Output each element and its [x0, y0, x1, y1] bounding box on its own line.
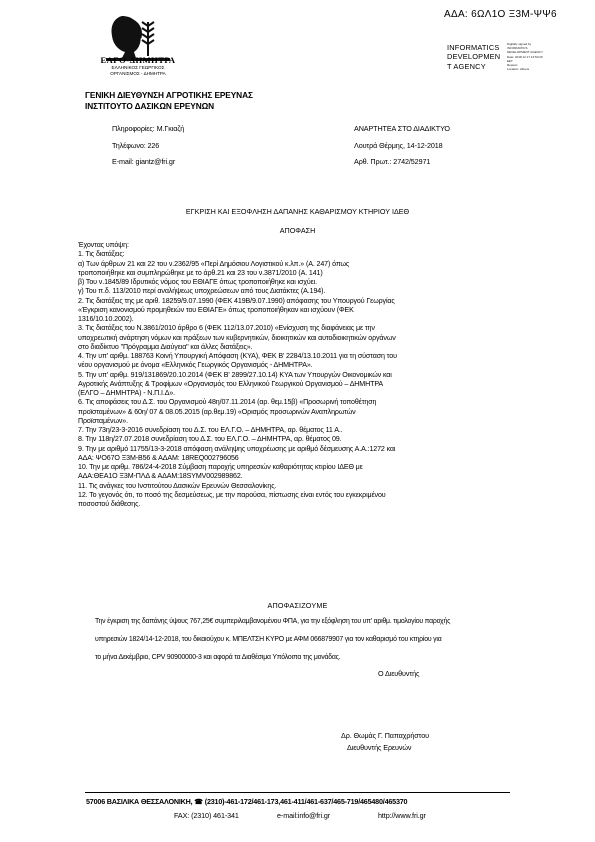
decision-line: το μήνα Δεκέμβριο, CPV 90900000-3 και αφορά τα Διαθέσιμα Υπόλοιπα της μονάδας. — [95, 654, 341, 661]
document-title: ΕΓΚΡΙΣΗ ΚΑΙ ΕΞΟΦΛΗΣΗ ΔΑΠΑΝΗΣ ΚΑΘΑΡΙΣΜΟΥ ΚΤΗΡΙΟΥ ΙΔΕΘ — [185, 207, 410, 216]
consideration-line: 11. Τις ανάγκες του Ινστιτούτου Δασικών Ερευνών Θεσσαλονίκης. — [78, 481, 277, 490]
signer-name — [447, 43, 500, 71]
header-line: ΙΝΣΤΙΤΟΥΤΟ ΔΑΣΙΚΩΝ ΕΡΕΥΝΩΝ — [85, 100, 215, 111]
footer-website[interactable]: http://www.fri.gr — [378, 811, 426, 820]
info-phone: Τηλέφωνο: 226 — [112, 141, 160, 150]
consideration-line: α) Των άρθρων 21 και 22 του ν.2362/95 «Περί Δημόσιου Λογιστικού κ.λπ.» (Α. 247) όπως — [78, 259, 350, 268]
consideration-line: Αγροτικής Ανάπτυξης & Τροφίμων «Οργανισμός του Ελληνικού Γεωργικού Οργανισμού – ΔΗΜΗΤΡΑ — [78, 379, 384, 388]
signature-name: Δρ. Θωμάς Γ. Παπαχρήστου — [341, 731, 429, 740]
logo-name: ΕΛΓΟ-ΔΗΜΗΤΡΑ — [100, 55, 176, 65]
consideration-line: 6. Τις αποφάσεις του Δ.Σ. του Οργανισμού 48η/07.11.2014 (αρ. θεμ.15β) «Προσωρινή τοποθέτηση — [78, 398, 377, 407]
consideration-line: ποσοστού διάθεσης. — [78, 500, 141, 508]
badge-line: EET — [507, 58, 513, 63]
badge-line: Location: Athens — [507, 67, 530, 72]
signer-line: INFORMATICS — [447, 43, 500, 52]
digital-signature-badge — [507, 42, 543, 78]
consideration-line: γ) Του π.δ. 113/2010 περί αναλήψεως υποχρεώσεων από τους Διατάκτες (Α.194). — [78, 287, 326, 296]
protocol-number: Αρθ. Πρωτ.: 2742/52971 — [354, 157, 431, 166]
consideration-line: β) Του ν.1845/89 Ιδρυτικός νόμος του ΕΘΙΑΓΕ όπως τροποποιήθηκε και ισχύει. — [78, 278, 317, 286]
footer-fax: FAX: (2310) 461-341 — [174, 811, 239, 820]
badge-line: Reason: — [507, 63, 519, 68]
footer-email[interactable]: e-mail:info@fri.gr — [277, 811, 331, 820]
header-line: ΓΕΝΙΚΗ ΔΙΕΥΘΥΝΣΗ ΑΓΡΟΤΙΚΗΣ ΕΡΕΥΝΑΣ — [85, 90, 253, 100]
logo-subtitle — [92, 65, 184, 76]
decision-heading: ΑΠΟΦΑΣΗ — [279, 226, 316, 235]
badge-line: INFORMATICS — [507, 46, 528, 51]
consideration-line: Προϊσταμένων». — [78, 416, 128, 425]
organization-header — [85, 90, 253, 111]
signature-title: Διευθυντής Ερευνών — [347, 743, 412, 752]
signer-line: T AGENCY — [447, 61, 486, 71]
posted-notice: ΑΝΑΡΤΗΤΕΑ ΣΤΟ ΔΙΑΔΙΚΤΥΟ — [354, 124, 450, 133]
considerations-list — [78, 241, 548, 509]
logo-subtitle-line: ΕΛΛΗΝΙΚΟΣ ΓΕΩΡΓΙΚΟΣ — [111, 65, 165, 70]
consideration-line: 9. Την με αριθμό 11755/13-3-2018 απόφαση ανάληψης υποχρέωσης με αριθμό δέσμευσης Α.Α.:1272 και — [78, 444, 396, 453]
info-email: E-mail: giantz@fri.gr — [112, 157, 176, 166]
signature-role: Ο Διευθυντής — [378, 669, 420, 678]
badge-line: DEVELOPMENT AGENCY — [507, 50, 543, 55]
logo-subtitle-line: ΟΡΓΑΝΙΣΜΟΣ - ΔΗΜΗΤΡΑ — [110, 70, 166, 76]
consideration-line: νέου οργανισμού με όνομα «Ελληνικός Γεωργικός Οργανισμός - ΔΗΜΗΤΡΑ». — [78, 361, 313, 370]
consideration-line: 12. Το γεγονός ότι, το ποσό της δεσμεύσεως, με την παρούσα, πίστωσης είναι εντός του εγκεκριμένου — [78, 490, 386, 499]
consideration-line: 10. Την με αριθμ. 786/24-4-2018 Σύμβαση παροχής υπηρεσιών καθαριότητας κτιρίου ΙΔΕΘ με — [78, 463, 363, 471]
consideration-line: 4. Την υπ' αριθμ. 188763 Κοινή Υπουργική Απόφαση (ΚΥΑ), ΦΕΚ Β' 2284/13.10.2011 για τη σύσταση του — [78, 352, 397, 360]
consideration-line: ΑΔΑ:ΘΕΑ1Ο Ξ3Μ-ΠΛΔ & ΑΔΑΜ:18SYMV002989862. — [78, 472, 243, 481]
consideration-line: «Έγκριση κανονισμού προμηθειών του ΕΘΙΑΓΕ» όπως τροποποιήθηκαν και ισχύουν (ΦΕΚ — [78, 305, 354, 314]
badge-line: Digitally signed by — [507, 42, 532, 46]
footer-divider — [85, 792, 510, 793]
consideration-line: προϊσταμένων» & 60η/ 07 & 08.05.2015 (αρ.θεμ.19) «Ορισμός προσωρινών Αναπληρωτών — [78, 407, 356, 416]
consideration-line: 5. Την υπ' αριθμ. 919/131869/20.10.2014 (ΦΕΚ Β' 2899/27.10.14) ΚΥΑ των Υπουργών Οικονομικών και — [78, 370, 392, 379]
signer-line: DEVELOPMEN — [447, 52, 501, 62]
consideration-line: 7. Την 73η/23-3-2016 συνεδρίαση του Δ.Σ. του ΕΛ.Γ.Ο. – ΔΗΜΗΤΡΑ, αρ. θέματος 11 Α.. — [78, 426, 343, 434]
badge-line: Date: 2018.12.17 13:50:29 — [507, 54, 543, 59]
consideration-line: υποχρεωτική ανάρτηση νόμων και πράξεων των κυβερνητικών, διοικητικών και αυτοδιοικητικών οργάνων — [78, 333, 396, 342]
consideration-line: 8. Την 118η/27.07.2018 συνεδρίαση του Δ.Σ. του ΕΛ.Γ.Ο. – ΔΗΜΗΤΡΑ, αρ. θέματος 09. — [78, 435, 342, 444]
decision-line: υπηρεσιών 1824/14-12-2018, του δικαιούχου κ. ΜΠΕΛΤΣΗ ΚΥΡΟ με ΑΦΜ 066879907 για τον καθαρισμό του κτηρίου για — [95, 636, 442, 643]
decide-heading: ΑΠΟΦΑΣΙΖΟΥΜΕ — [267, 601, 328, 610]
document-date: Λουτρά Θέρμης, 14-12-2018 — [354, 141, 443, 150]
ada-code: ΑΔΑ: 6ΩΛ1Ο Ξ3Μ-ΨΨ6 — [444, 9, 557, 20]
consideration-line: στο διαδίκτυο "Πρόγραμμα Διαύγεια" και άλλες διατάξεις». — [78, 342, 253, 351]
consideration-line: ΑΔΑ: ΨΟ67Ο Ξ3Μ-Β56 & ΑΔΑΜ: 18REQ002796056 — [78, 453, 239, 462]
consideration-line: 3. Τις διατάξεις του Ν.3861/2010 άρθρο 6 (ΦΕΚ 112/13.07.2010) «Ενίσχυση της διαφάνειας με την — [78, 324, 375, 333]
consideration-line: 2. Τις διατάξεις της με αριθ. 18259/9.07.1990 (ΦΕΚ 419Β/9.07.1990) απόφασης του Υπουργού Γεωργίας — [78, 296, 395, 305]
consideration-line: Έχοντας υπόψη: — [78, 241, 129, 249]
info-contact: Πληροφορίες: Μ.Γκιαζή — [112, 124, 185, 133]
consideration-line: 1. Τις διατάξεις: — [78, 250, 125, 259]
consideration-line: (ΕΛΓΟ – ΔΗΜΗΤΡΑ) - Ν.Π.Ι.Δ». — [78, 389, 176, 397]
footer-address: 57006 ΒΑΣΙΛΙΚΑ ΘΕΣΣΑΛΟΝΙΚΗ, ☎ (2310)-461-172/461-173,461-411/461-637/465-719/465480/465370 — [86, 797, 408, 806]
consideration-line: 1316/10.10.2002). — [78, 315, 134, 323]
consideration-line: τροποποιήθηκε και συμπληρώθηκε με το άρθ.21 και 23 του ν.3871/2010 (Α. 141) — [78, 268, 323, 277]
decision-line: Την έγκριση της δαπάνης ύψους 767,25€ συμπεριλαμβανομένου ΦΠΑ, για την εξόφληση του υπ' αριθμ. τιμολογίου παροχής — [95, 618, 451, 625]
